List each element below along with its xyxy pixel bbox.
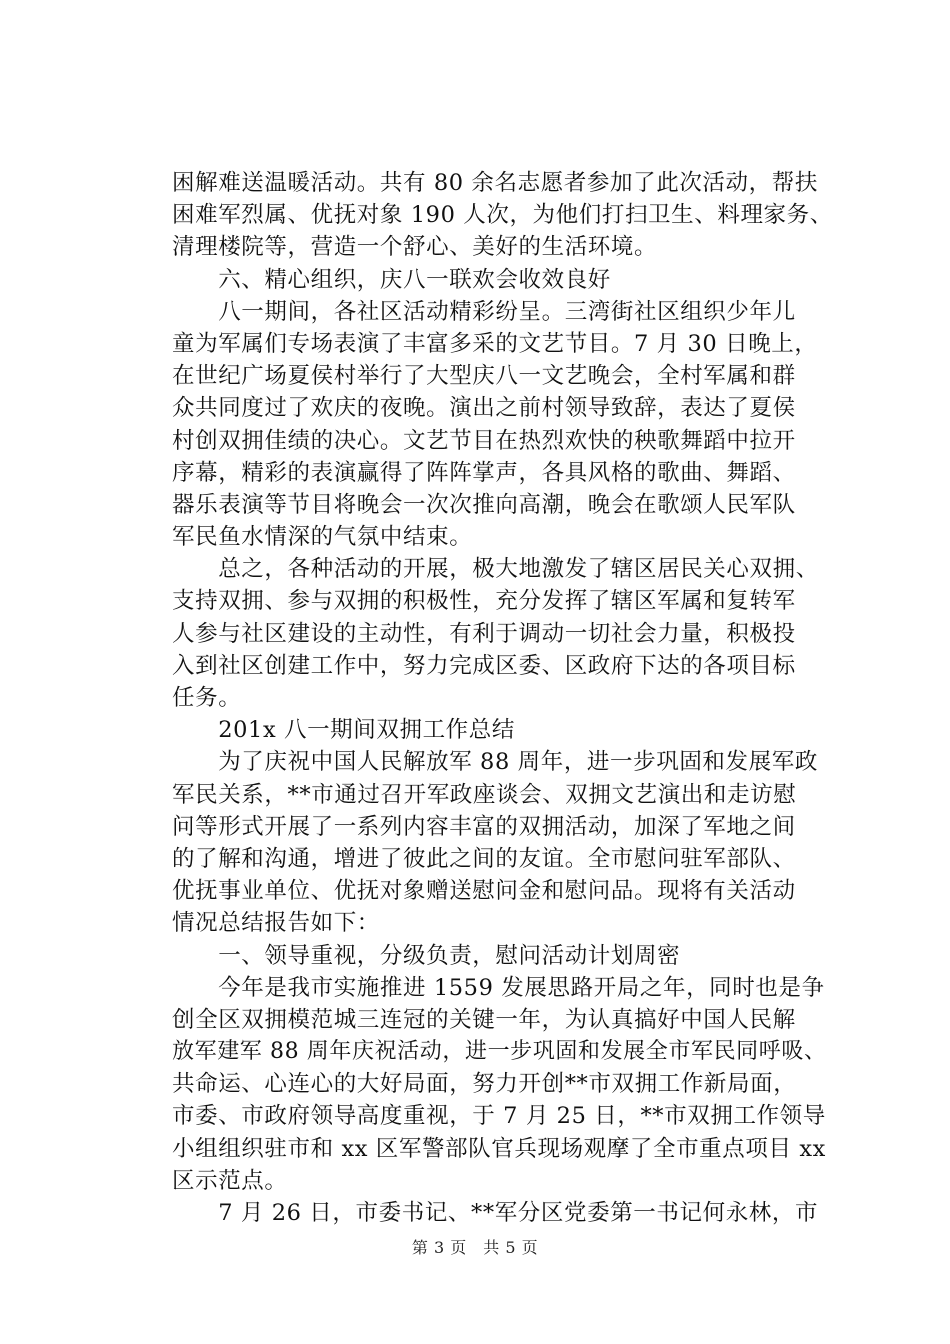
text-line: 为了庆祝中国人民解放军 88 周年，进一步巩固和发展军政 (172, 749, 818, 776)
text-line: 情况总结报告如下： (172, 910, 380, 937)
text-line: 创全区双拥模范城三连冠的关键一年，为认真搞好中国人民解 (172, 1006, 796, 1033)
text-line: 问等形式开展了一系列内容丰富的双拥活动，加深了军地之间 (172, 813, 796, 840)
text-line: 今年是我市实施推进 1559 发展思路开局之年，同时也是争 (172, 974, 825, 1001)
text-line: 众共同度过了欢庆的夜晚。演出之前村领导致辞，表达了夏侯 (172, 395, 796, 422)
text-line: 的了解和沟通，增进了彼此之间的友谊。全市慰问驻军部队、 (172, 845, 796, 872)
text-line: 清理楼院等，营造一个舒心、美好的生活环境。 (172, 234, 658, 261)
text-line: 八一期间，各社区活动精彩纷呈。三湾街社区组织少年儿 (172, 298, 796, 325)
text-line: 器乐表演等节目将晚会一次次推向高潮，晚会在歌颂人民军队 (172, 491, 796, 518)
section-heading: 一、领导重视，分级负责，慰问活动计划周密 (172, 942, 681, 969)
text-line: 入到社区创建工作中，努力完成区委、区政府下达的各项目标 (172, 652, 796, 679)
text-line: 共命运、心连心的大好局面，努力开创**市双拥工作新局面， (172, 1071, 797, 1098)
text-line: 童为军属们专场表演了丰富多采的文艺节目。7 月 30 日晚上， (172, 330, 818, 357)
text-line: 困解难送温暖活动。共有 80 余名志愿者参加了此次活动，帮扶 (172, 170, 818, 196)
document-title: 201x 八一期间双拥工作总结 (172, 717, 515, 744)
text-line: 支持双拥、参与双拥的积极性，充分发挥了辖区军属和复转军 (172, 588, 796, 615)
text-line: 村创双拥佳绩的决心。文艺节目在热烈欢快的秧歌舞蹈中拉开 (172, 427, 796, 454)
text-line: 人参与社区建设的主动性，有利于调动一切社会力量，积极投 (172, 620, 796, 647)
text-line: 在世纪广场夏侯村举行了大型庆八一文艺晚会，全村军属和群 (172, 363, 796, 390)
text-line: 总之，各种活动的开展，极大地激发了辖区居民关心双拥、 (172, 556, 819, 583)
text-line: 军民关系，**市通过召开军政座谈会、双拥文艺演出和走访慰 (172, 781, 797, 808)
text-line: 放军建军 88 周年庆祝活动，进一步巩固和发展全市军民同呼吸、 (172, 1039, 827, 1065)
text-line: 困难军烈属、优抚对象 190 人次，为他们打扫卫生、料理家务、 (172, 202, 833, 229)
text-line: 军民鱼水情深的气氛中结束。 (172, 524, 473, 551)
text-line: 7 月 26 日，市委书记、**军分区党委第一书记何永林，市 (172, 1200, 819, 1226)
document-body (172, 167, 832, 1229)
text-line: 区示范点。 (172, 1167, 288, 1194)
text-line: 优抚事业单位、优抚对象赠送慰问金和慰问品。现将有关活动 (172, 878, 796, 905)
text-line: 小组组织驻市和 xx 区军警部队官兵现场观摩了全市重点项目 xx (172, 1135, 826, 1162)
text-line: 任务。 (172, 685, 242, 711)
section-heading: 六、精心组织，庆八一联欢会收效良好 (172, 266, 611, 293)
text-line: 序幕，精彩的表演赢得了阵阵掌声，各具风格的歌曲、舞蹈、 (172, 459, 796, 486)
text-line: 市委、市政府领导高度重视，于 7 月 25 日，**市双拥工作领导 (172, 1103, 826, 1130)
page-footer: 第 3 页 共 5 页 (411, 1238, 539, 1257)
